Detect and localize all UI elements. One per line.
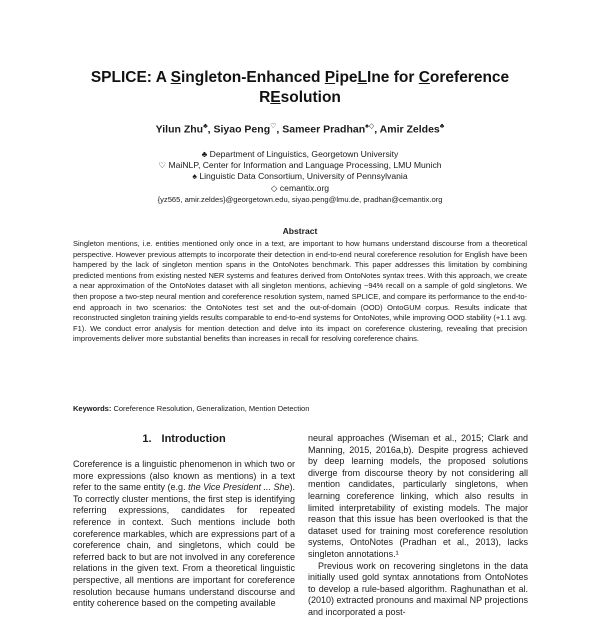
affiliation-mark: ♣	[439, 123, 445, 130]
affiliation-mark: ♠◇	[365, 123, 375, 130]
paper-title	[60, 68, 540, 108]
title-fragment: oreference	[429, 69, 510, 86]
intro-paragraph: Previous work on recovering singletons in the data initially used gold syntax annotations from OntoNotes to develop a rule-based algorithm. Raghunathan et al. (2010) extracted pronouns and maximal NP projections and incorporated a post-	[308, 560, 528, 617]
keywords	[73, 404, 527, 413]
title-fragment: SPLICE: A	[90, 69, 171, 86]
author-name: Sameer Pradhan	[282, 123, 366, 136]
title-fragment: E	[270, 89, 281, 106]
intro-example: the Vice President ... She	[188, 482, 290, 493]
intro-paragraph	[73, 459, 295, 610]
title-fragment: S	[170, 69, 181, 86]
intro-text: ). To correctly cluster mentions, the first step is identifying referring expressions, candidates for repeated reference in context. Such mentions include both coreference markables, which are expressions part of a coreference chain, and singletons, which could be referred back to but are not involved in any coreference relations in the given text. From a theoretical linguistic perspective, all mentions are important for coreference resolution because humans understand discourse and entity coherence based on the competing available	[73, 482, 295, 609]
title-fragment: P	[324, 69, 336, 86]
title-fragment: ipe	[335, 69, 358, 86]
abstract-text: Singleton mentions, i.e. entities mentioned only once in a text, are important to how humans understand discourse from a theoretical perspective. However previous attempts to incorporate their detection in end-to-end neural coreference resolution for English have been hampered by the lack of singleton mention spans in the OntoNotes benchmark. This paper addresses this limitation by combining predicted mentions from existing nested NER systems and features derived from OntoNotes syntax trees. With this approach, we create a near approximation of the OntoNotes dataset with all singleton mentions, achieving ~94% recall on a sample of gold singletons. We then propose a two-step neural mention and coreference resolution system, named SPLICE, and compare its performance to the end-to-end approach in two scenarios: the OntoNotes test set and the out-of-domain (OOD) OntoGUM corpus. Results indicate that reconstructed singleton training yields results comparable to end-to-end systems for OntoNotes, while improving OOD stability (+1.1 avg. F1). We conduct error analysis for mention detection and delve into its impact on coreference clustering, revealing that precision improvements deliver more substantial benefits than increases in recall for resolving coreference chains.	[73, 239, 527, 344]
title-fragment: ingleton-Enhanced	[180, 69, 325, 86]
section-heading	[73, 433, 295, 445]
affiliation-mark: ♣	[203, 123, 208, 130]
keywords-list: Coreference Resolution, Generalization, Mention Detection	[113, 404, 310, 413]
title-fragment: solution	[280, 89, 341, 106]
affiliation: ◇ cemantix.org	[270, 182, 330, 193]
affiliation: ♠ Linguistic Data Consortium, University of Pennsylvania	[192, 171, 408, 182]
intro-paragraph: neural approaches (Wiseman et al., 2015; Clark and Manning, 2015, 2016a,b). Despite progress achieved by deep learning models, the proposed solutions diverge from discourse theory by not considering all mention candidates, particularly singletons, when learning coreference linking, which also results in limited interpretability of existing models. The major reason that this issue has been overlooked is that the dataset used for training most coreference resolution systems, OntoNotes (Pradhan et al., 2013), lacks singleton annotations.¹	[308, 433, 528, 559]
title-fragment: L	[357, 69, 368, 86]
title-fragment: ne for	[371, 69, 419, 86]
intro-text: Coreference is a linguistic phenomenon in which two or more expressions (also known as mentions) in a text refer to the same entity (e.g.	[73, 459, 295, 493]
affiliation: ♡ MaiNLP, Center for Information and Language Processing, LMU Munich	[158, 160, 442, 171]
section-title: Introduction	[161, 433, 226, 445]
affiliation-mark: ♡	[270, 123, 277, 130]
title-fragment: C	[418, 69, 430, 86]
left-column	[73, 433, 295, 610]
author-list: Yilun Zhu♣, Siyao Peng♡, Sameer Pradhan♠◇, Amir Zeldes♣	[155, 123, 445, 136]
author-name: Siyao Peng	[213, 123, 271, 136]
author-name: Yilun Zhu	[155, 123, 204, 136]
abstract-heading: Abstract	[282, 226, 318, 236]
author-emails: {yz565, amir.zeldes}@georgetown.edu, siyao.peng@lmu.de, pradhan@cemantix.org	[157, 194, 443, 204]
keywords-label: Keywords:	[73, 404, 112, 413]
affiliations	[80, 149, 520, 205]
affiliation: ♣ Department of Linguistics, Georgetown University	[201, 149, 399, 159]
right-column	[308, 433, 528, 619]
title-fragment: R	[259, 89, 271, 106]
author-name: Amir Zeldes	[379, 123, 440, 136]
section-number: 1.	[142, 433, 152, 445]
title-fragment: I	[367, 69, 372, 86]
